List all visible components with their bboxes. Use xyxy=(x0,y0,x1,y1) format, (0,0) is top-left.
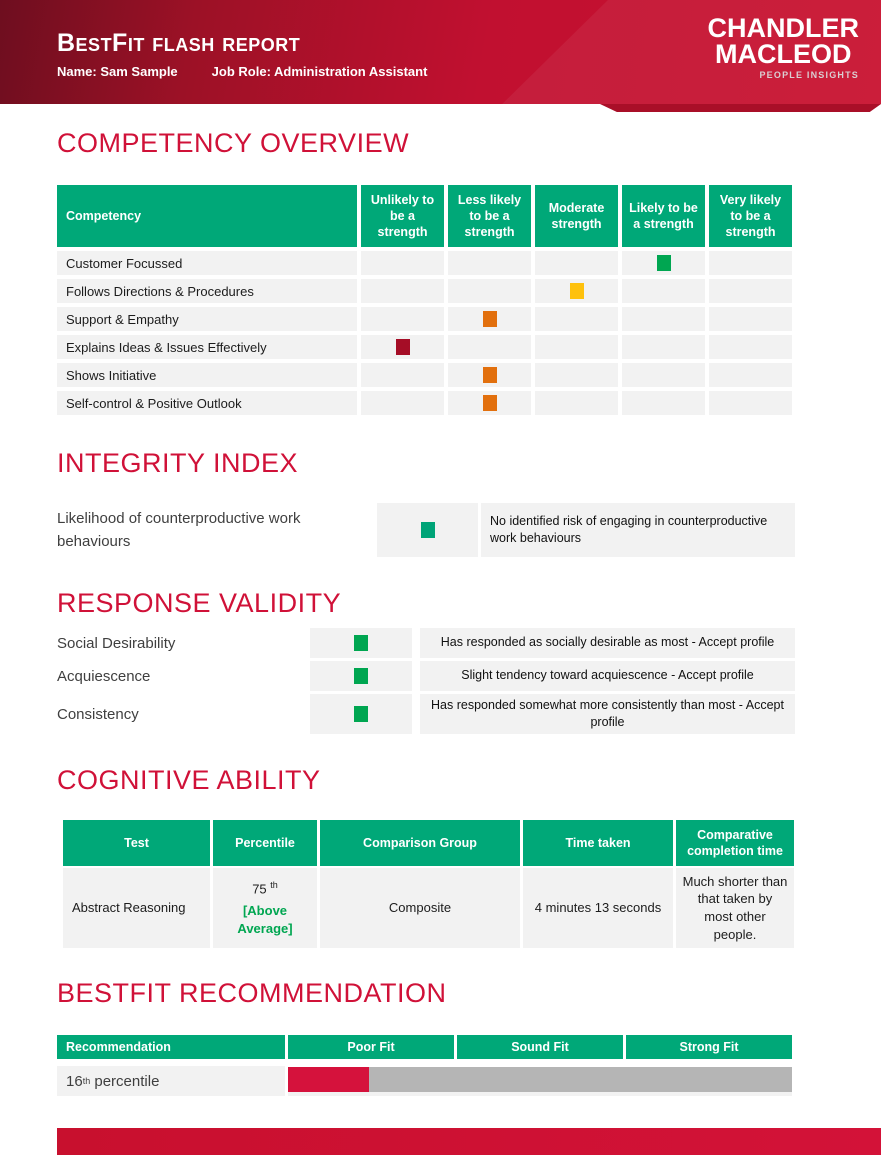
comparative-completion-time: Much shorter than that taken by most other people. xyxy=(676,868,794,948)
chandler-macleod-logo xyxy=(707,13,860,81)
comparison-group: Composite xyxy=(320,868,520,948)
logo-line-2: MACLEOD xyxy=(715,38,852,69)
table-row xyxy=(57,307,792,331)
table-row xyxy=(57,279,792,303)
recommendation-data-row xyxy=(57,1066,792,1096)
cognitive-header-row xyxy=(63,820,794,866)
integrity-marker-cell xyxy=(377,503,478,557)
validity-label: Consistency xyxy=(57,705,139,723)
validity-row xyxy=(57,628,795,658)
validity-result: Slight tendency toward acquiescence - Accept profile xyxy=(420,661,795,691)
percentile-cell xyxy=(213,868,317,948)
validity-marker-cell xyxy=(310,661,412,691)
integrity-result: No identified risk of engaging in counterproductive work behaviours xyxy=(481,503,795,557)
table-row xyxy=(57,335,792,359)
candidate-info xyxy=(57,64,461,79)
competency-label: Explains Ideas & Issues Effectively xyxy=(57,335,357,359)
validity-row xyxy=(57,694,795,734)
competency-label: Customer Focussed xyxy=(57,251,357,275)
rating-marker-icon xyxy=(483,367,497,383)
section-title-integrity-index: INTEGRITY INDEX xyxy=(57,448,299,478)
test-name: Abstract Reasoning xyxy=(63,868,210,948)
candidate-name: Name: Sam Sample xyxy=(57,64,178,79)
table-row xyxy=(57,251,792,275)
validity-marker-cell xyxy=(310,628,412,658)
column-header-competency: Competency xyxy=(57,185,357,247)
column-header-likely: Likely to be a strength xyxy=(622,185,705,247)
rating-marker-icon xyxy=(354,706,368,722)
column-header-moderate: Moderate strength xyxy=(535,185,618,247)
recommendation-percentile: 16 th percentile xyxy=(57,1066,285,1096)
column-header-time-taken: Time taken xyxy=(523,820,673,866)
header-banner-extension xyxy=(600,104,881,112)
validity-label: Acquiescence xyxy=(57,667,151,685)
column-header-percentile: Percentile xyxy=(213,820,317,866)
footer-bar xyxy=(57,1128,881,1155)
cognitive-data-row xyxy=(63,868,794,948)
rating-marker-icon xyxy=(570,283,584,299)
table-row xyxy=(57,391,792,415)
logo-line-1: CHANDLER xyxy=(707,13,859,43)
section-title-competency-overview: COMPETENCY OVERVIEW xyxy=(57,128,410,158)
recommendation-bar-fill xyxy=(288,1067,369,1092)
competency-table-header-row xyxy=(57,185,792,247)
column-header-less-likely: Less likely to be a strength xyxy=(448,185,531,247)
rating-marker-icon xyxy=(657,255,671,271)
recommendation-header-row xyxy=(57,1035,792,1059)
integrity-label: Likelihood of counterproductive work behaviours xyxy=(57,510,301,550)
fit-scale-bar-underline xyxy=(288,1092,792,1096)
column-header-sound-fit: Sound Fit xyxy=(457,1035,623,1059)
column-header-very-likely: Very likely to be a strength xyxy=(709,185,792,247)
validity-result: Has responded somewhat more consistently than most - Accept profile xyxy=(420,694,795,734)
section-title-response-validity: RESPONSE VALIDITY xyxy=(57,588,342,618)
competency-table xyxy=(57,185,792,415)
validity-row xyxy=(57,661,795,691)
rating-marker-icon xyxy=(354,635,368,651)
report-title: BestFit flash report xyxy=(57,29,301,57)
candidate-job-role: Job Role: Administration Assistant xyxy=(211,64,428,79)
competency-label: Shows Initiative xyxy=(57,363,357,387)
fit-scale-bar xyxy=(288,1067,792,1092)
column-header-comparative-completion-time: Comparative completion time xyxy=(676,820,794,866)
header-banner xyxy=(0,0,881,104)
section-title-bestfit-recommendation: BESTFIT RECOMMENDATION xyxy=(57,978,447,1008)
rating-marker-icon xyxy=(354,668,368,684)
rating-marker-icon xyxy=(483,311,497,327)
rating-marker-icon xyxy=(396,339,410,355)
column-header-unlikely: Unlikely to be a strength xyxy=(361,185,444,247)
cognitive-table xyxy=(63,820,794,948)
rating-marker-icon xyxy=(421,522,435,538)
recommendation-table xyxy=(57,1035,792,1096)
validity-marker-cell xyxy=(310,694,412,734)
competency-label: Self-control & Positive Outlook xyxy=(57,391,357,415)
rating-marker-icon xyxy=(483,395,497,411)
competency-label: Follows Directions & Procedures xyxy=(57,279,357,303)
column-header-test: Test xyxy=(63,820,210,866)
validity-label: Social Desirability xyxy=(57,634,176,652)
column-header-poor-fit: Poor Fit xyxy=(288,1035,454,1059)
percentile-band: [Above Average] xyxy=(237,903,293,936)
time-taken: 4 minutes 13 seconds xyxy=(523,868,673,948)
validity-result: Has responded as socially desirable as most - Accept profile xyxy=(420,628,795,658)
column-header-recommendation: Recommendation xyxy=(57,1035,285,1059)
percentile-value: 75 $^{th}$ xyxy=(252,879,278,896)
section-title-cognitive-ability: COGNITIVE ABILITY xyxy=(57,765,321,795)
table-row xyxy=(57,363,792,387)
column-header-strong-fit: Strong Fit xyxy=(626,1035,792,1059)
competency-label: Support & Empathy xyxy=(57,307,357,331)
logo-tagline: PEOPLE INSIGHTS xyxy=(759,70,859,81)
column-header-comparison-group: Comparison Group xyxy=(320,820,520,866)
